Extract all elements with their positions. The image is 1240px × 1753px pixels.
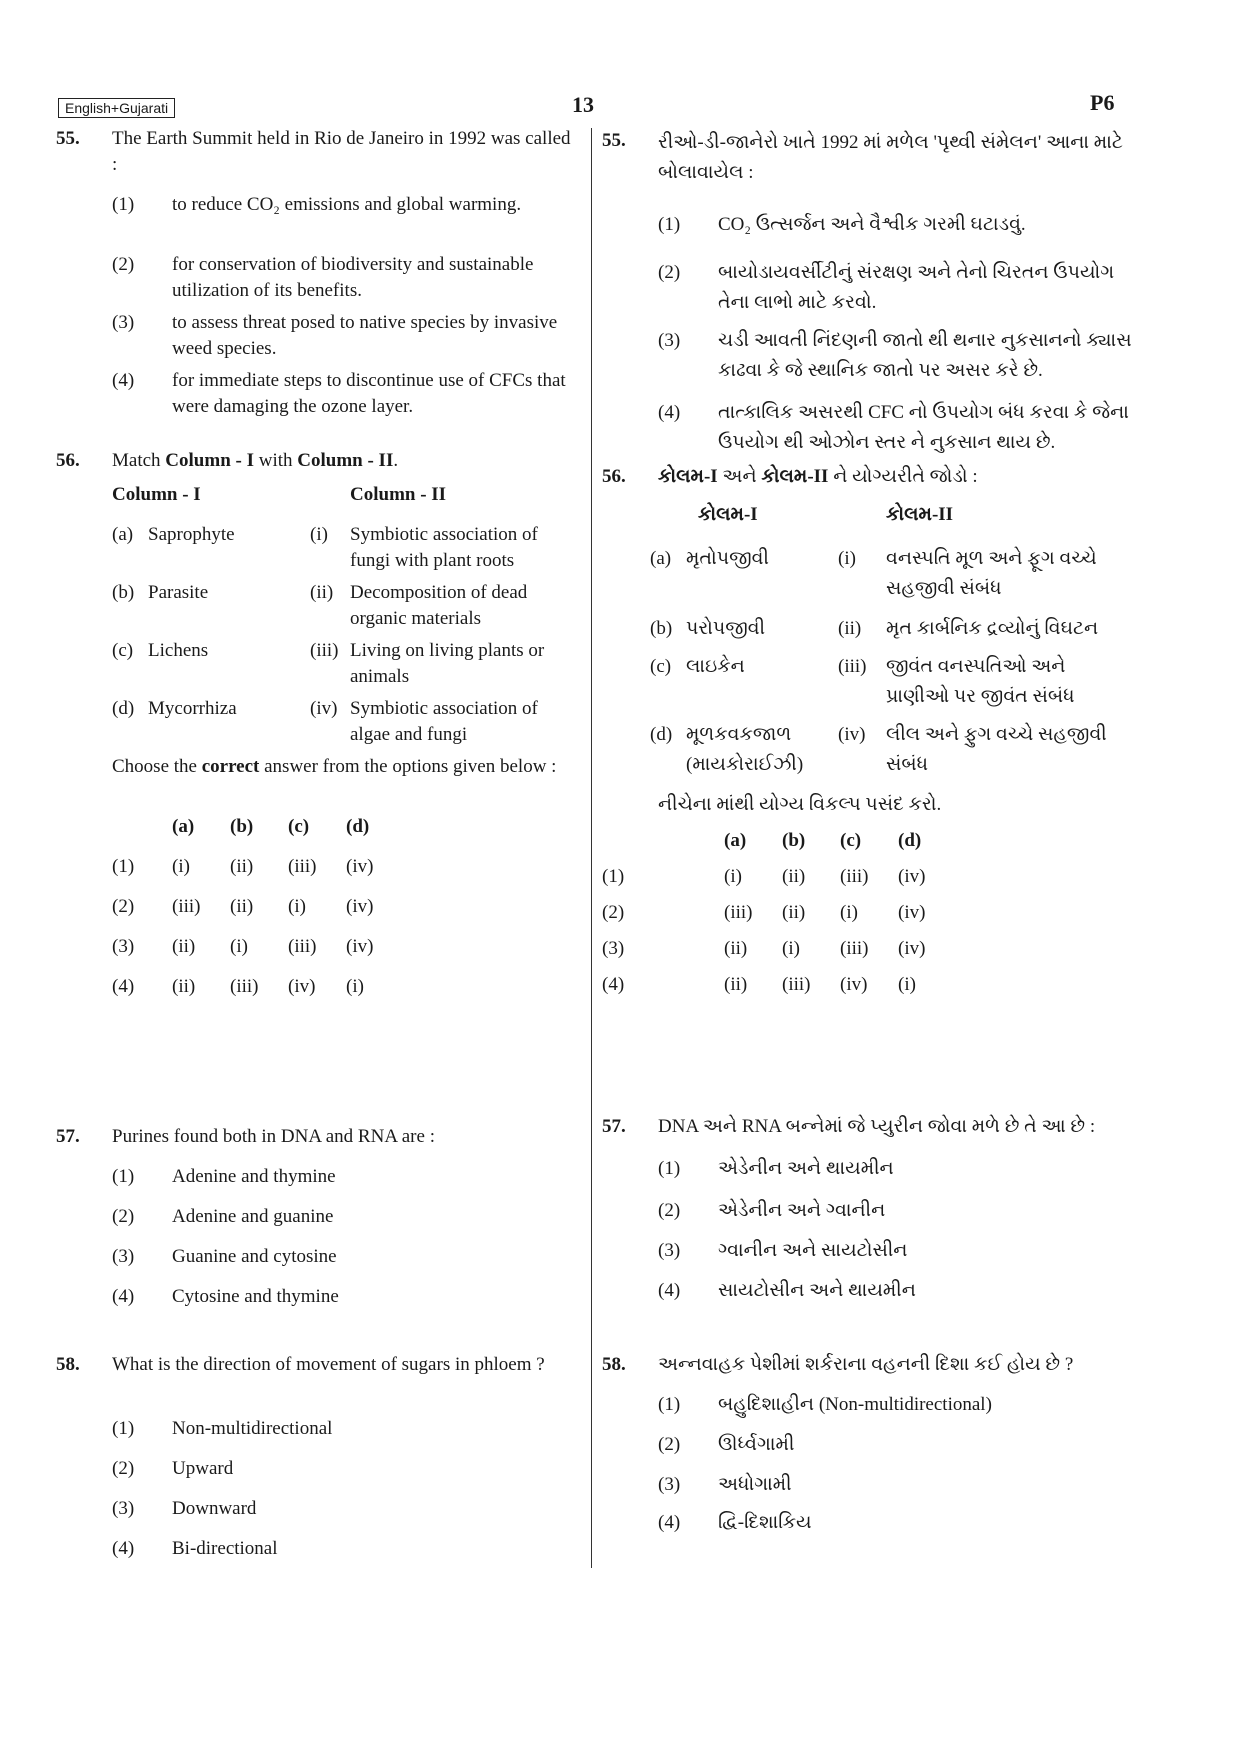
text-part: ને યોગ્યરીતે જોડો :: [828, 466, 978, 487]
answer-value: (iii): [840, 866, 869, 887]
option-text: for immediate steps to discontinue use of CFCs that were damaging the ozone layer.: [172, 370, 566, 417]
question-text: [112, 448, 576, 474]
row-item: Symbiotic association of algae and fungi: [350, 698, 538, 745]
option-number: (1): [112, 194, 135, 215]
row-item: લાઇકેન: [686, 656, 745, 677]
option-text: બહુદિશાહીન (Non-multidirectional): [718, 1394, 992, 1415]
row-item: Decomposition of dead organic materials: [350, 582, 528, 629]
option-text: એડેનીન અને ગ્વાનીન: [718, 1200, 886, 1221]
option-text: Guanine and cytosine: [172, 1246, 337, 1267]
answer-value: (ii): [230, 856, 254, 877]
option-number: (3): [112, 312, 135, 333]
row-label: (b): [112, 582, 135, 603]
row-label: (iii): [310, 640, 339, 661]
question-number: 57.: [56, 1126, 80, 1147]
answer-value: (iv): [346, 856, 374, 877]
row-item: પરોપજીવી: [686, 618, 766, 639]
row-label: (a): [112, 524, 134, 545]
row-item: લીલ અને ફુગ વચ્ચે સહજીવી સંબંધ: [886, 724, 1107, 775]
answer-value: (iv): [840, 974, 868, 995]
row-label: (a): [650, 548, 672, 569]
option-number: (2): [112, 1206, 135, 1227]
option-number: (3): [658, 330, 681, 351]
text-bold: કોલમ-II: [761, 466, 829, 487]
row-label: (c): [112, 640, 134, 661]
answer-value: (i): [230, 936, 248, 957]
answer-value: (i): [724, 866, 742, 887]
answer-col-label: (d): [898, 830, 922, 851]
answer-value: (i): [346, 976, 364, 997]
answer-col-label: (b): [230, 816, 254, 837]
column-divider: [591, 128, 592, 1568]
option-text: એડેનીન અને થાયમીન: [718, 1158, 894, 1179]
option-text: Cytosine and thymine: [172, 1286, 339, 1307]
question-number: 55.: [56, 128, 80, 149]
text-part: answer from the options given below :: [259, 756, 557, 777]
option-number: (1): [658, 214, 681, 235]
row-item: મૂળકવકજાળ (માયકોરાઈઝી): [686, 724, 804, 775]
answer-value: (ii): [724, 974, 748, 995]
option-number: (4): [658, 402, 681, 423]
answer-value: (iv): [346, 936, 374, 957]
row-item: Parasite: [148, 582, 209, 603]
option-number: (2): [658, 262, 681, 283]
choose-instruction: [658, 792, 1132, 818]
option-text: તાત્કાલિક અસરથી CFC નો ઉપયોગ બંધ કરવા કે જેના ઉપયોગ થી ઓઝોન સ્તર ને નુકસાન થાય છે.: [718, 402, 1129, 453]
answer-col-label: (a): [724, 830, 747, 851]
option-number: (4): [602, 974, 625, 995]
text-bold: Column - II: [297, 450, 394, 471]
text-part: નીચેના માંથી યોગ્ય વિકલ્પ પસંદ કરો.: [658, 794, 942, 815]
column-i-heading: Column - I: [112, 484, 201, 505]
question-number: 55.: [602, 130, 626, 151]
question-number: 58.: [56, 1354, 80, 1375]
answer-value: (iv): [288, 976, 316, 997]
option-number: (4): [658, 1512, 681, 1533]
text-part: .: [393, 450, 399, 471]
row-label: (iii): [838, 656, 867, 677]
answer-value: (ii): [172, 936, 196, 957]
option-text: અધોગામી: [718, 1474, 792, 1495]
answer-col-label: (a): [172, 816, 195, 837]
option-number: (3): [112, 1246, 135, 1267]
row-item: Living on living plants or animals: [350, 640, 545, 687]
option-number: (1): [112, 1166, 135, 1187]
row-item: જીવંત વનસ્પતિઓ અને પ્રાણીઓ પર જીવંત સંબંધ: [886, 656, 1075, 707]
option-text: બાયોડાયવર્સીટીનું સંરક્ષણ અને તેનો ચિરતન ઉપયોગ તેના લાભો માટે કરવો.: [718, 262, 1115, 313]
text-bold: Column - I: [165, 450, 254, 471]
option-number: (2): [658, 1434, 681, 1455]
row-label: (iv): [310, 698, 338, 719]
answer-value: (iv): [898, 866, 926, 887]
paper-code: P6: [1090, 90, 1115, 115]
option-text: CO₂ ઉત્સર્જન અને વૈશ્વીક ગરમી ઘટાડવું.: [718, 214, 1026, 235]
answer-value: (ii): [724, 938, 748, 959]
answer-value: (ii): [782, 866, 806, 887]
answer-col-label: (c): [288, 816, 310, 837]
language-tag: English+Gujarati: [58, 98, 175, 118]
answer-value: (iii): [230, 976, 259, 997]
question-number: 57.: [602, 1116, 626, 1137]
option-text: to assess threat posed to native species by invasive weed species.: [172, 312, 558, 359]
option-number: (4): [112, 976, 135, 997]
column-ii-heading: કોલમ-II: [886, 504, 954, 525]
option-text: ચડી આવતી નિંદણની જાતો થી થનાર નુકસાનનો ક્યાસ કાઢવા કે જે સ્થાનિક જાતો પર અસર કરે છે.: [718, 330, 1132, 381]
answer-value: (i): [782, 938, 800, 959]
question-number: 58.: [602, 1354, 626, 1375]
row-label: (ii): [838, 618, 862, 639]
row-item: Mycorrhiza: [148, 698, 237, 719]
answer-value: (iii): [782, 974, 811, 995]
option-number: (3): [658, 1474, 681, 1495]
row-label: (b): [650, 618, 673, 639]
text-bold: કોલમ-I: [658, 466, 718, 487]
row-label: (i): [838, 548, 856, 569]
row-label: (i): [310, 524, 328, 545]
option-number: (4): [658, 1280, 681, 1301]
option-text: Bi-directional: [172, 1538, 278, 1559]
option-text: for conservation of biodiversity and sustainable utilization of its benefits.: [172, 254, 534, 301]
answer-value: (iv): [898, 902, 926, 923]
answer-value: (iii): [288, 856, 317, 877]
answer-value: (iv): [898, 938, 926, 959]
row-item: મૃત કાર્બનિક દ્રવ્યોનું વિઘટન: [886, 618, 1099, 639]
option-number: (1): [658, 1158, 681, 1179]
option-number: (2): [112, 1458, 135, 1479]
option-number: (2): [602, 902, 625, 923]
text-part: Choose the: [112, 756, 202, 777]
option-number: (3): [602, 938, 625, 959]
question-text: Purines found both in DNA and RNA are :: [112, 1126, 435, 1147]
option-text: સાયટોસીન અને થાયમીન: [718, 1280, 916, 1301]
option-text: ગ્વાનીન અને સાયટોસીન: [718, 1240, 908, 1261]
option-number: (1): [602, 866, 625, 887]
answer-col-label: (c): [840, 830, 862, 851]
option-number: (4): [112, 1538, 135, 1559]
question-text: અન્નવાહક પેશીમાં શર્કરાના વહનની દિશા કઈ હોય છે ?: [658, 1354, 1074, 1375]
option-number: (4): [112, 1286, 135, 1307]
option-text: દ્વિ-દિશાકિય: [718, 1512, 812, 1533]
question-text: DNA અને RNA બન્નેમાં જે પ્યુરીન જોવા મળે છે તે આ છે :: [658, 1116, 1096, 1137]
answer-value: (i): [288, 896, 306, 917]
text-bold: correct: [201, 756, 260, 777]
answer-value: (iv): [346, 896, 374, 917]
option-number: (3): [112, 936, 135, 957]
option-text: Upward: [172, 1458, 234, 1479]
option-number: (1): [658, 1394, 681, 1415]
row-item: Lichens: [148, 640, 209, 661]
option-text: Downward: [172, 1498, 257, 1519]
row-label: (iv): [838, 724, 866, 745]
option-number: (4): [112, 370, 135, 391]
option-text: Non-multidirectional: [172, 1418, 333, 1439]
text-part: with: [253, 450, 298, 471]
answer-value: (iii): [840, 938, 869, 959]
question-text: What is the direction of movement of sugars in phloem ?: [112, 1354, 545, 1375]
option-number: (1): [112, 1418, 135, 1439]
option-number: (3): [658, 1240, 681, 1261]
answer-value: (iii): [288, 936, 317, 957]
question-text: The Earth Summit held in Rio de Janeiro in 1992 was called :: [112, 128, 571, 175]
column-ii-heading: Column - II: [350, 484, 447, 505]
option-number: (1): [112, 856, 135, 877]
option-number: (2): [112, 896, 135, 917]
answer-value: (i): [898, 974, 916, 995]
option-number: (3): [112, 1498, 135, 1519]
row-label: (c): [650, 656, 672, 677]
option-text: Adenine and guanine: [172, 1206, 334, 1227]
question-text: રીઓ-ડી-જાનેરો ખાતે 1992 માં મળેલ 'પૃથ્વી સંમેલન' આના માટે બોલાવાયેલ :: [658, 132, 1123, 183]
answer-col-label: (b): [782, 830, 806, 851]
row-label: (d): [112, 698, 135, 719]
question-number: 56.: [56, 450, 80, 471]
column-i-heading: કોલમ-I: [698, 504, 758, 525]
row-item: મૃતોપજીવી: [686, 548, 769, 569]
row-item: વનસ્પતિ મૂળ અને ફૂગ વચ્ચે સહજીવી સંબંધ: [886, 548, 1097, 599]
option-text: to reduce CO₂ emissions and global warming.: [172, 194, 522, 215]
option-number: (2): [112, 254, 135, 275]
answer-value: (i): [172, 856, 190, 877]
row-item: Symbiotic association of fungi with plant roots: [350, 524, 538, 571]
row-label: (ii): [310, 582, 334, 603]
option-text: ઊર્ધ્વગામી: [718, 1434, 795, 1455]
question-text: [658, 464, 1132, 490]
answer-value: (ii): [172, 976, 196, 997]
row-item: Saprophyte: [148, 524, 235, 545]
answer-value: (ii): [782, 902, 806, 923]
answer-value: (ii): [230, 896, 254, 917]
option-text: Adenine and thymine: [172, 1166, 336, 1187]
answer-value: (iii): [172, 896, 201, 917]
choose-instruction: [112, 754, 576, 780]
row-label: (d): [650, 724, 673, 745]
text-part: Match: [112, 450, 166, 471]
answer-value: (iii): [724, 902, 753, 923]
question-number: 56.: [602, 466, 626, 487]
answer-value: (i): [840, 902, 858, 923]
page-number: 13: [572, 92, 594, 117]
answer-col-label: (d): [346, 816, 370, 837]
text-part: અને: [717, 466, 762, 487]
option-number: (2): [658, 1200, 681, 1221]
